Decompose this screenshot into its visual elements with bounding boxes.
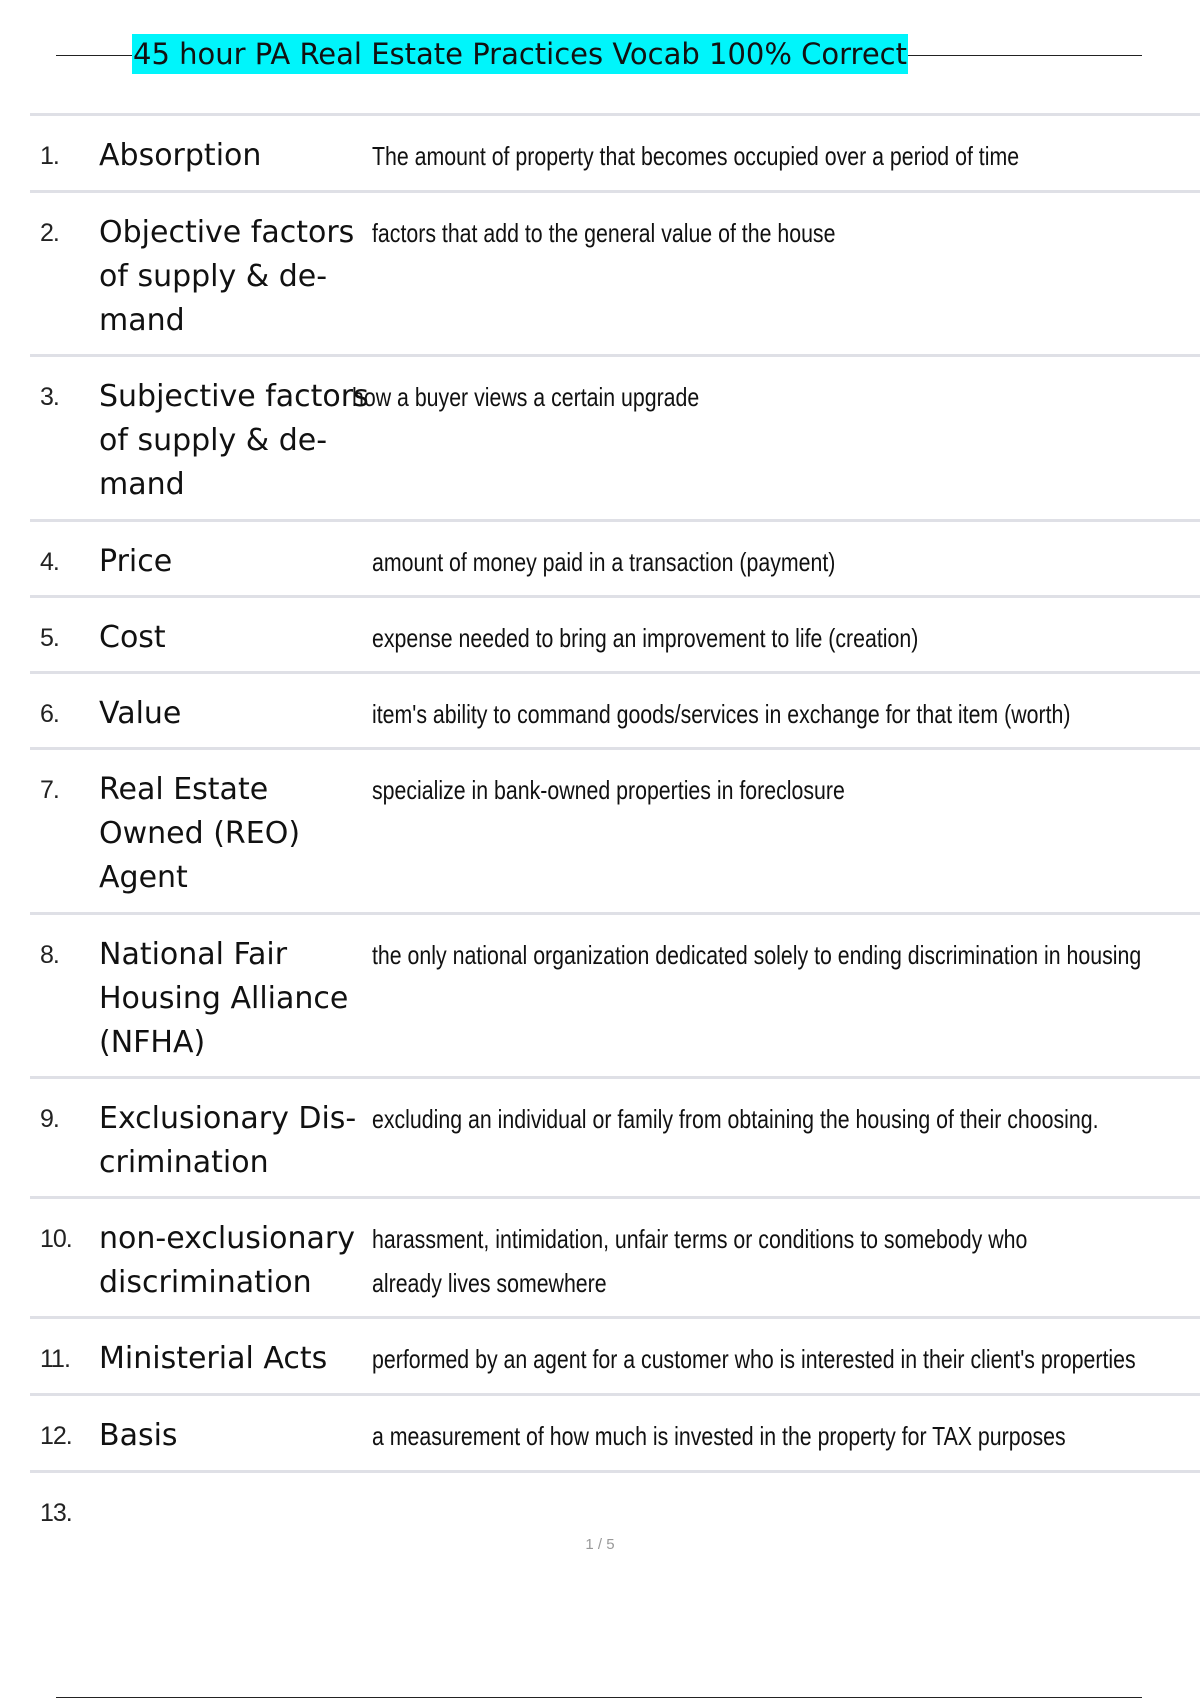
item-definition: The amount of property that becomes occupied over a period of time: [372, 141, 1020, 171]
footer-rule: [56, 1697, 1142, 1698]
list-item: [30, 190, 1200, 354]
list-item: [30, 1393, 1200, 1470]
item-number: 11.: [40, 1345, 70, 1373]
list-item: [30, 113, 1200, 190]
item-number: 4.: [40, 548, 59, 576]
item-term: Ministerial Acts: [99, 1341, 328, 1376]
item-number: 10.: [40, 1225, 72, 1253]
item-definition: expense needed to bring an improvement to life (creation): [372, 623, 919, 653]
vocab-list: [30, 113, 1200, 1546]
item-definition: amount of money paid in a transaction (payment): [372, 547, 836, 577]
item-definition: excluding an individual or family from obtaining the housing of their choosing.: [372, 1104, 1099, 1134]
list-item: [30, 1316, 1200, 1393]
item-number: 5.: [40, 624, 59, 652]
item-term: Objective factors of supply & de-mand: [99, 215, 355, 338]
list-item: [30, 1470, 1200, 1546]
item-number: 3.: [40, 383, 59, 411]
item-term: non-exclusionary discrimination: [99, 1221, 356, 1300]
item-number: 7.: [40, 776, 59, 804]
page-title: 45 hour PA Real Estate Practices Vocab 100% Correct: [132, 34, 908, 74]
item-definition: item's ability to command goods/services in exchange for that item (worth): [372, 699, 1071, 729]
list-item: [30, 671, 1200, 747]
item-number: 2.: [40, 219, 59, 247]
list-item: [30, 354, 1200, 519]
page-indicator: 1 / 5: [585, 1536, 615, 1553]
list-item: [30, 519, 1200, 595]
item-term: National Fair Housing Alliance (NFHA): [99, 937, 349, 1060]
list-item: [30, 747, 1200, 912]
item-term: Exclusionary Dis-crimination: [99, 1101, 357, 1180]
item-number: 6.: [40, 700, 59, 728]
item-definition: the only national organization dedicated solely to ending discrimination in housing: [372, 940, 1142, 970]
item-term: Subjective factors of supply & de-mand: [99, 379, 369, 502]
item-number: 8.: [40, 941, 59, 969]
item-definition: factors that add to the general value of the house: [372, 218, 836, 248]
item-number: 12.: [40, 1422, 72, 1450]
item-number: 9.: [40, 1105, 59, 1133]
item-definition: a measurement of how much is invested in the property for TAX purposes: [372, 1421, 1066, 1451]
item-definition: how a buyer views a certain upgrade: [352, 382, 700, 412]
list-item: [30, 1196, 1200, 1316]
item-term: Price: [99, 544, 173, 579]
list-item: [30, 595, 1200, 671]
list-item: [30, 912, 1200, 1076]
item-term: Absorption: [99, 138, 262, 173]
item-definition: specialize in bank-owned properties in foreclosure: [372, 775, 845, 805]
item-number: 1.: [40, 142, 59, 170]
item-definition: performed by an agent for a customer who is interested in their client's properties: [372, 1344, 1136, 1374]
item-term: Value: [99, 696, 182, 731]
item-definition: harassment, intimidation, unfair terms or conditions to somebody who already lives somewhere: [372, 1224, 1028, 1298]
item-number: 13.: [40, 1499, 72, 1527]
item-term: Real Estate Owned (REO) Agent: [99, 772, 301, 895]
item-term: Basis: [99, 1418, 178, 1453]
list-item: [30, 1076, 1200, 1196]
item-term: Cost: [99, 620, 166, 655]
